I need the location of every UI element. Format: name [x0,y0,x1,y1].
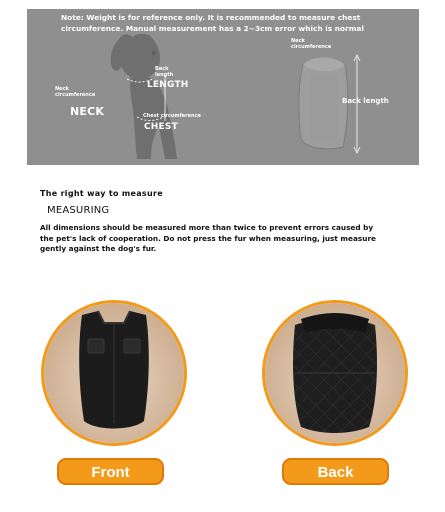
back-coat-image [265,303,405,443]
chest-label: CHEST [144,122,178,132]
front-coat-image [44,303,184,443]
back-length-small-label: Back length [155,66,174,78]
right-neck-circumference-label: Neck circumference [291,38,332,50]
front-button[interactable]: Front [57,458,164,485]
weight-note: Note: Weight is for reference only. It is recommended to measure chest circumference. Manual measurement has a 2~3cm error which is normal [61,13,364,33]
measurement-info-panel [27,9,419,165]
back-photo [262,300,408,446]
length-label: LENGTH [147,80,189,90]
section-heading: The right way to measure [40,189,163,198]
front-photo [41,300,187,446]
right-back-length-label: Back length [342,97,389,105]
measuring-instructions: All dimensions should be measured more than twice to prevent errors caused by the pet's lack of cooperation. Do not press the fur when measuring, just measure gently against the dog's fur. [40,223,376,253]
neck-circumference-label: Neck circumference [55,86,96,98]
section-subheading: MEASURING [47,205,110,216]
chest-circumference-label: Chest circumference [143,113,201,119]
back-button[interactable]: Back [282,458,389,485]
neck-label: NECK [70,105,105,118]
